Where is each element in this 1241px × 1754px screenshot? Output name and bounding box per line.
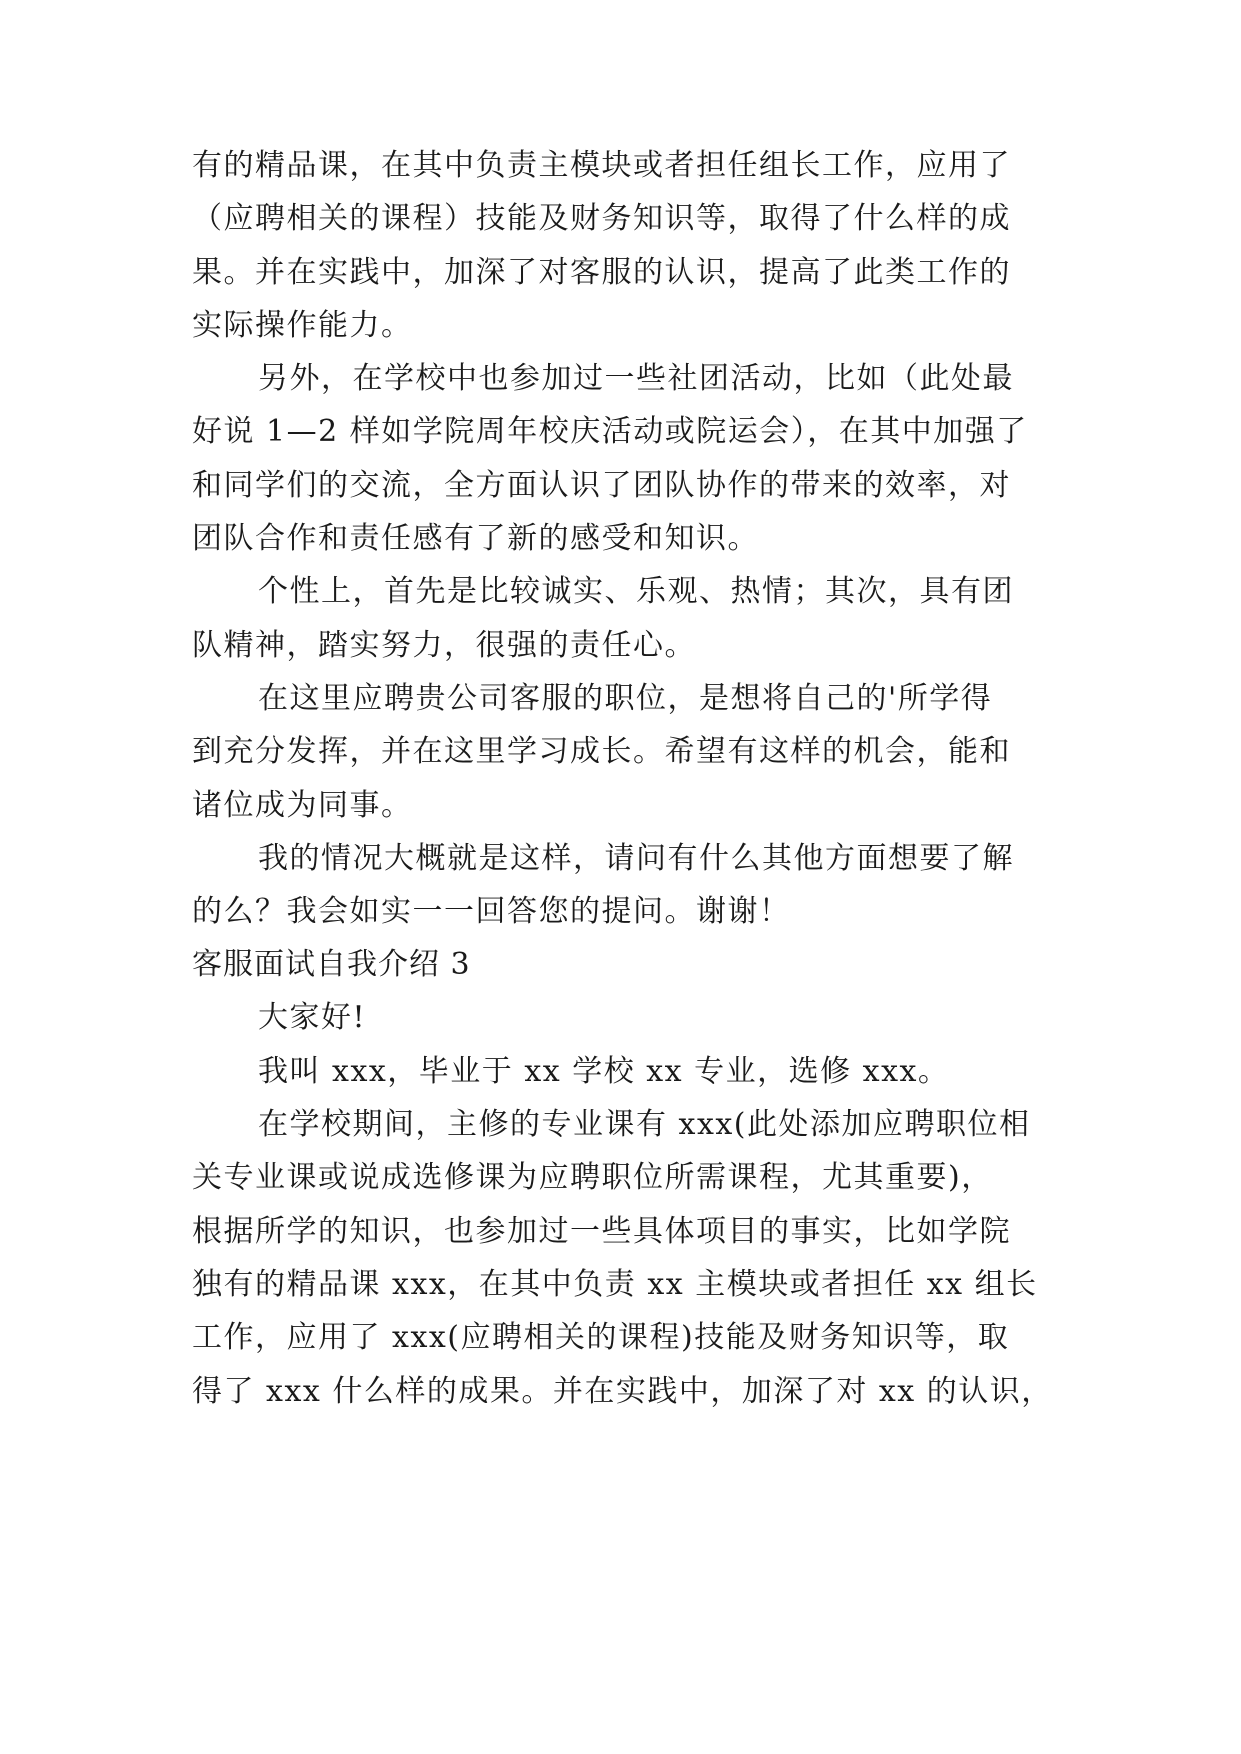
section-heading: 客服面试自我介绍 3 <box>192 947 471 982</box>
text-line: 到充分发挥，并在这里学习成长。希望有这样的机会，能和 <box>192 734 1011 769</box>
paragraph-start-line: 在学校期间，主修的专业课有 xxx(此处添加应聘职位相 <box>258 1107 1031 1142</box>
text-line: 工作，应用了 xxx(应聘相关的课程)技能及财务知识等，取 <box>192 1320 1010 1355</box>
text-line: 根据所学的知识，也参加过一些具体项目的事实，比如学院 <box>192 1214 1011 1249</box>
text-line: 队精神，踏实努力，很强的责任心。 <box>192 628 696 663</box>
paragraph-start-line: 我叫 xxx，毕业于 xx 学校 xx 专业，选修 xxx。 <box>258 1054 950 1089</box>
text-line: 有的精品课，在其中负责主模块或者担任组长工作，应用了 <box>192 148 1011 183</box>
text-line: 实际操作能力。 <box>192 308 413 343</box>
text-line: （应聘相关的课程）技能及财务知识等，取得了什么样的成 <box>192 201 1011 236</box>
paragraph-start-line: 我的情况大概就是这样，请问有什么其他方面想要了解 <box>258 841 1014 876</box>
paragraph-start-line: 在这里应聘贵公司客服的职位，是想将自己的'所学得 <box>258 681 993 716</box>
text-line: 团队合作和责任感有了新的感受和知识。 <box>192 521 759 556</box>
text-line: 诸位成为同事。 <box>192 788 413 823</box>
text-line: 的么？我会如实一一回答您的提问。谢谢！ <box>192 894 791 929</box>
text-line: 果。并在实践中，加深了对客服的认识，提高了此类工作的 <box>192 255 1011 290</box>
text-line: 得了 xxx 什么样的成果。并在实践中，加深了对 xx 的认识， <box>192 1374 1053 1409</box>
text-line: 和同学们的交流，全方面认识了团队协作的带来的效率，对 <box>192 468 1011 503</box>
text-line: 独有的精品课 xxx，在其中负责 xx 主模块或者担任 xx 组长 <box>192 1267 1038 1302</box>
greeting-line: 大家好! <box>258 1000 367 1035</box>
text-line: 关专业课或说成选修课为应聘职位所需课程，尤其重要)， <box>192 1160 993 1195</box>
paragraph-start-line: 个性上，首先是比较诚实、乐观、热情；其次，具有团 <box>258 574 1014 609</box>
paragraph-start-line: 另外，在学校中也参加过一些社团活动，比如（此处最 <box>258 361 1014 396</box>
text-line: 好说 1—2 样如学院周年校庆活动或院运会），在其中加强了 <box>192 414 1028 449</box>
